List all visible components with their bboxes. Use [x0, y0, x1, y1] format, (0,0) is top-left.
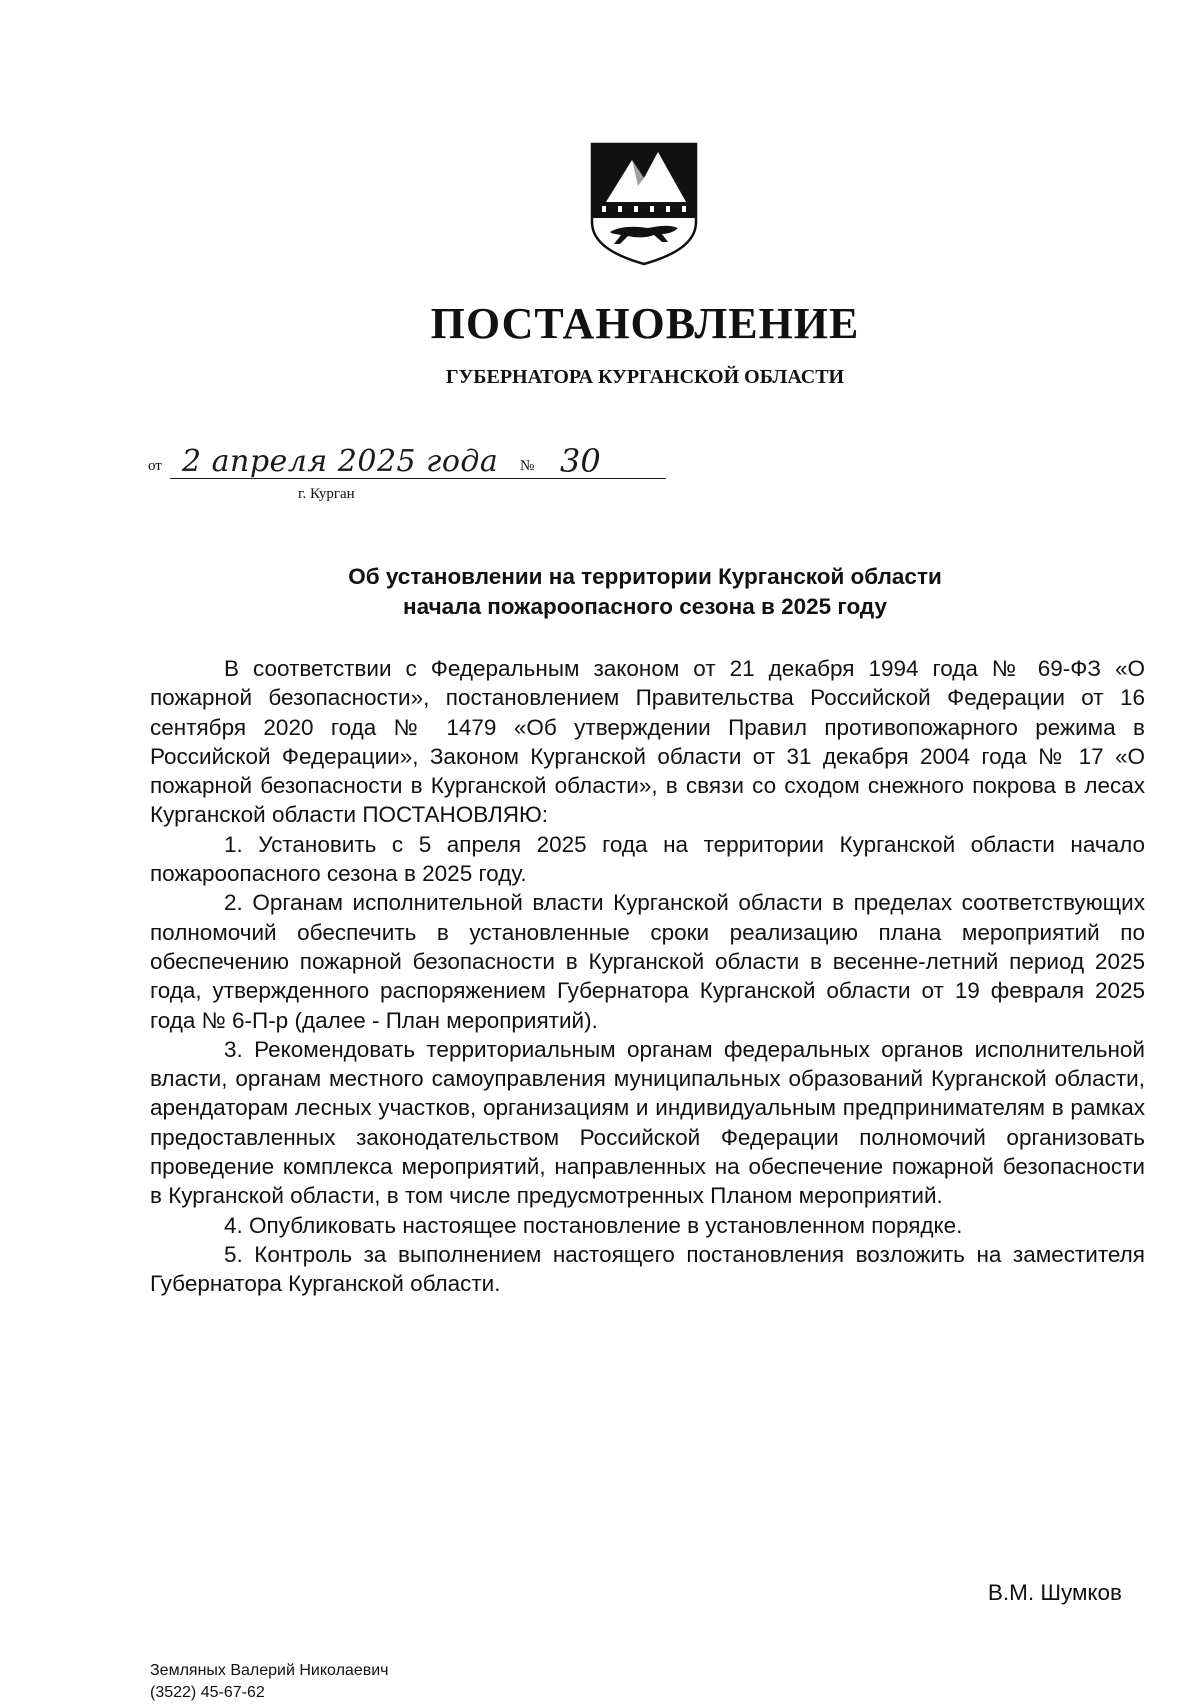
heading-line-2: начала пожароопасного сезона в 2025 году [403, 594, 887, 619]
document-heading [0, 562, 1200, 622]
preamble-paragraph: В соответствии с Федеральным законом от 21 декабря 1994 года № 69-ФЗ «О пожарной безопасности», постановлением Правительства Российской Федерации от 16 сентября 2020 года № 1479 «Об утверждении Правил противопожарного режима в Российской Федерации», Законом Курганской области от 31 декабря 2004 года № 17 «О пожарной безопасности в Курганской области», в связи со сходом снежного покрова в лесах Курганской области ПОСТАНОВЛЯЮ: [150, 656, 1145, 828]
heading-line-1: Об установлении на территории Курганской области [348, 564, 942, 589]
document-subtitle: ГУБЕРНАТОРА КУРГАНСКОЙ ОБЛАСТИ [445, 366, 845, 388]
date-number-line [148, 442, 668, 502]
coat-of-arms-icon [588, 140, 700, 268]
executor-phone: (3522) 45-67-62 [150, 1684, 265, 1701]
document-title: ПОСТАНОВЛЕНИЕ [430, 299, 860, 348]
signatory-name: В.М. Шумков [987, 1580, 1122, 1605]
clause-1: 1. Установить с 5 апреля 2025 года на территории Курганской области начало пожароопасного сезона в 2025 году. [150, 831, 1145, 887]
handwritten-number: 30 [560, 442, 601, 480]
city-label: г. Курган [298, 486, 355, 502]
clause-5: 5. Контроль за выполнением настоящего постановления возложить на заместителя Губернатора Курганской области. [150, 1241, 1145, 1297]
clause-3: 3. Рекомендовать территориальным органам федеральных органов исполнительной власти, органам местного самоуправления муниципальных образований Курганской области, арендаторам лесных участков, организациям и индивидуальным предпринимателям в рамках предоставленных законодательством Российской Федерации полномочий организовать проведение комплекса мероприятий, направленных на обеспечение пожарной безопасности в Курганской области, в том числе предусмотренных Планом мероприятий. [150, 1036, 1145, 1209]
document-body [150, 654, 1145, 1299]
clause-4: 4. Опубликовать настоящее постановление в установленном порядке. [224, 1212, 963, 1238]
executor-name: Земляных Валерий Николаевич [150, 1662, 389, 1679]
from-label: от [148, 458, 162, 474]
clause-2: 2. Органам исполнительной власти Курганской области в пределах соответствующих полномочий обеспечить в установленные сроки реализацию плана мероприятий по обеспечению пожарной безопасности в Курганской области в весенне-летний период 2025 года, утвержденного распоряжением Губернатора Курганской области от 19 февраля 2025 года № 6-П-р (далее - План мероприятий). [150, 890, 1145, 1033]
handwritten-date: 2 апреля 2025 года [182, 444, 499, 479]
number-label: № [520, 458, 535, 474]
executor-block [150, 1660, 389, 1704]
